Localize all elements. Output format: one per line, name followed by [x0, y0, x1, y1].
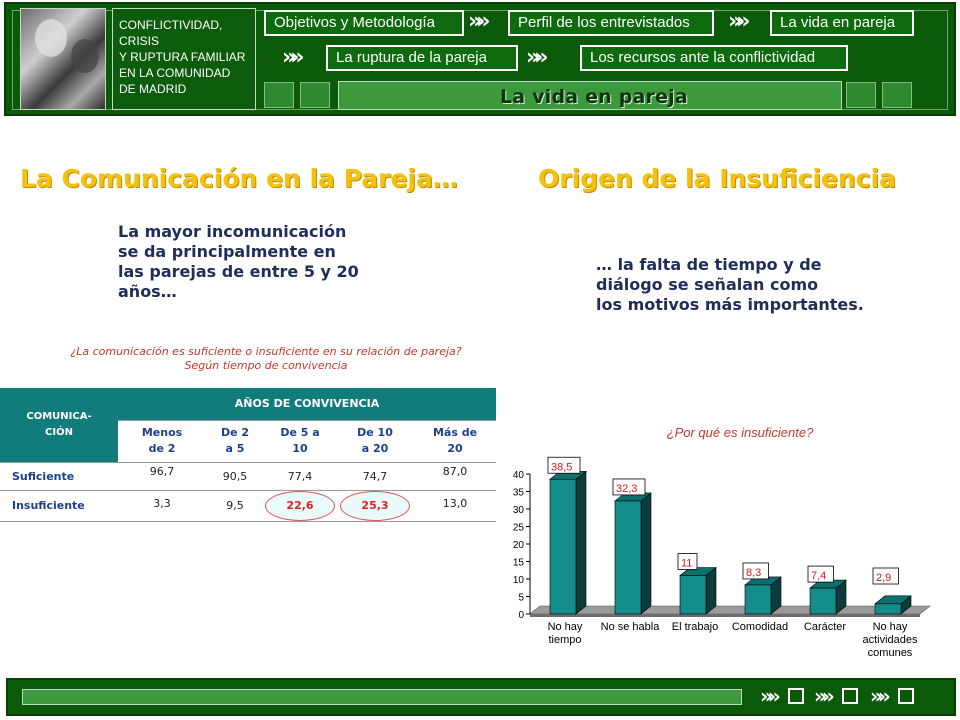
- y-tick-label: 20: [512, 540, 524, 551]
- footer-square-button[interactable]: [898, 688, 914, 704]
- table-cell: 74,7: [336, 462, 414, 490]
- site-title-line: DE MADRID: [119, 82, 187, 96]
- site-title-line: CRISIS: [119, 34, 160, 48]
- bar: [810, 588, 836, 614]
- column-header: De 5 a 10: [264, 420, 336, 462]
- double-chevron-icon: »»: [814, 684, 830, 708]
- table-corner-header: COMUNICA- CIÓN: [0, 388, 118, 462]
- nav-perfil-button[interactable]: Perfil de los entrevistados: [508, 10, 714, 36]
- value-label: 8,3: [746, 566, 762, 579]
- communication-text: La mayor incomunicación se da principalmente en las parejas de entre 5 y 20 años…: [118, 222, 359, 301]
- column-header: Menos de 2: [118, 420, 206, 462]
- nav-square-button[interactable]: [882, 82, 912, 108]
- y-tick-label: 15: [512, 557, 524, 569]
- footer-bar: [22, 689, 742, 705]
- site-title: [112, 8, 256, 110]
- double-chevron-icon: »»: [468, 9, 485, 34]
- double-chevron-icon: »»: [760, 684, 776, 708]
- footer-square-button[interactable]: [842, 688, 858, 704]
- insufficiency-heading: Origen de la Insuficiencia: [538, 164, 896, 193]
- highlighted-cell: 22,6: [265, 491, 335, 521]
- communication-heading: La Comunicación en la Pareja…: [20, 164, 458, 193]
- table-cell: 87,0: [414, 462, 496, 490]
- bar: [745, 585, 771, 614]
- y-tick-label: 30: [512, 505, 524, 516]
- table-question: ¿La comunicación es suficiente o insuficiente en su relación de pareja? Según tiempo de convivencia: [70, 345, 462, 372]
- column-header: Más de 20: [414, 420, 496, 462]
- nav-vida-pareja-button[interactable]: La vida en pareja: [770, 10, 914, 36]
- nav-square-button[interactable]: [846, 82, 876, 108]
- table-group-header: AÑOS DE CONVIVENCIA: [118, 388, 496, 420]
- category-label: comunes: [867, 647, 913, 659]
- y-tick-label: 35: [512, 487, 524, 499]
- footer-banner: [6, 678, 956, 716]
- y-tick-label: 5: [518, 592, 524, 604]
- bar-side: [641, 493, 651, 614]
- table-cell: 90,5: [206, 462, 264, 490]
- insufficiency-text: … la falta de tiempo y de diálogo se señalan como los motivos más importantes.: [596, 255, 864, 314]
- value-label: 7,4: [811, 570, 827, 583]
- nav-square-button[interactable]: [300, 82, 330, 108]
- double-chevron-icon: »»: [526, 45, 543, 70]
- bar: [875, 604, 901, 614]
- row-label: Suficiente: [0, 462, 118, 490]
- table-cell: 77,4: [264, 462, 336, 490]
- category-label: tiempo: [548, 634, 582, 646]
- site-title-line: EN LA COMUNIDAD: [119, 66, 231, 80]
- value-label: 32,3: [616, 482, 638, 495]
- bar-side: [576, 471, 586, 614]
- chart-floor-edge: [530, 614, 920, 617]
- category-label: No hay: [872, 621, 908, 633]
- bar: [615, 501, 641, 614]
- value-label: 2,9: [876, 572, 892, 584]
- chart-title: ¿Por qué es insuficiente?: [666, 425, 814, 440]
- y-tick-label: 10: [512, 575, 524, 586]
- bar: [680, 576, 706, 615]
- double-chevron-icon: »»: [728, 9, 745, 34]
- category-label: Comodidad: [731, 621, 789, 633]
- value-label: 11: [681, 557, 693, 570]
- nav-recursos-button[interactable]: Los recursos ante la conflictividad: [580, 45, 848, 71]
- insufficiency-bar-chart: [500, 420, 940, 670]
- column-header: De 10 a 20: [336, 420, 414, 462]
- row-label: Insuficiente: [0, 490, 118, 521]
- header-photo: [20, 8, 106, 110]
- y-tick-label: 40: [512, 470, 524, 481]
- table-cell: 3,3: [118, 490, 206, 521]
- column-header: De 2 a 5: [206, 420, 264, 462]
- nav-ruptura-button[interactable]: La ruptura de la pareja: [326, 45, 518, 71]
- bar: [550, 479, 576, 614]
- double-chevron-icon: »»: [870, 684, 886, 708]
- section-title: La vida en pareja: [500, 86, 688, 108]
- table-cell: 96,7: [118, 462, 206, 490]
- y-tick-label: 0: [518, 610, 524, 621]
- table-row: [0, 462, 496, 490]
- site-title-line: Y RUPTURA FAMILIAR: [119, 50, 246, 64]
- value-label: 38,5: [551, 461, 573, 474]
- category-label: actividades: [862, 634, 918, 646]
- chart-floor: [530, 606, 930, 614]
- highlighted-cell: 25,3: [340, 491, 410, 521]
- category-label: No se habla: [600, 621, 660, 633]
- nav-objetivos-button[interactable]: Objetivos y Metodología: [264, 10, 464, 36]
- y-tick-label: 25: [512, 522, 524, 534]
- site-title-line: CONFLICTIVIDAD,: [119, 18, 223, 32]
- double-chevron-icon: »»: [282, 45, 299, 70]
- table-row: [0, 490, 496, 521]
- nav-square-button[interactable]: [264, 82, 294, 108]
- table-cell: 13,0: [414, 490, 496, 521]
- communication-table: [0, 388, 496, 522]
- footer-square-button[interactable]: [788, 688, 804, 704]
- category-label: No hay: [547, 621, 583, 633]
- table-cell: 9,5: [206, 490, 264, 521]
- category-label: Carácter: [803, 621, 847, 633]
- category-label: El trabajo: [671, 621, 719, 633]
